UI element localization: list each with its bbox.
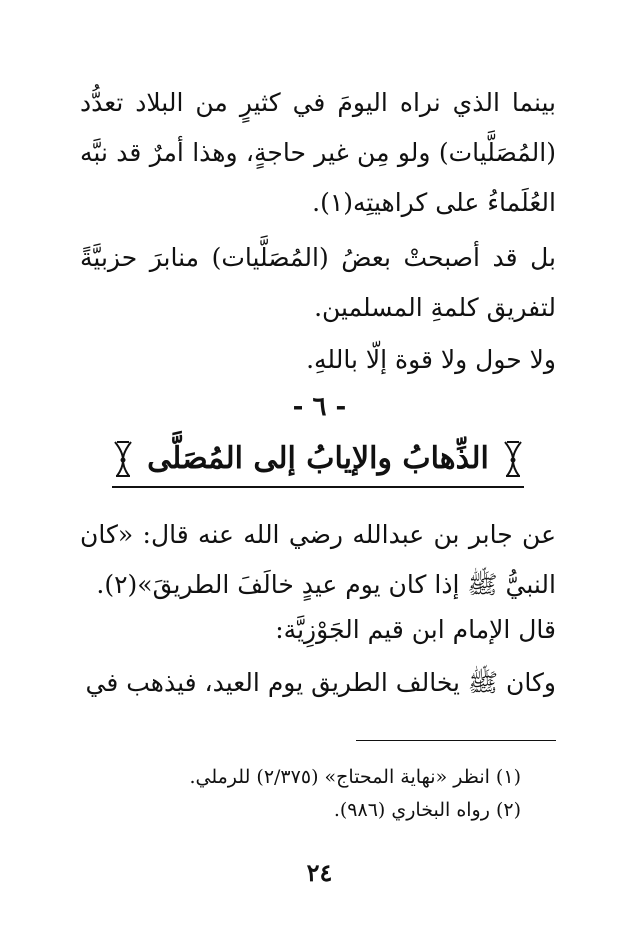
paragraph-6: وكان ﷺ يخالف الطريق يوم العيد، فيذهب في [85, 668, 556, 697]
chapter-heading [112, 432, 524, 488]
paragraph-5: قال الإمام ابن قيم الجَوْزِيَّة: [275, 615, 556, 644]
footnote-2: (٢) رواه البخاري (٩٨٦). [333, 799, 521, 821]
paragraph-2: بل قد أصبحتْ بعضُ (المُصَلَّيات) منابرَ حزبيَّةً لتفريق كلمةِ المسلمين. [80, 243, 556, 322]
chapter-number: - ٦ - [292, 392, 347, 422]
ornament-left-icon [112, 438, 134, 480]
ornament-right-icon [502, 438, 524, 480]
paragraph-3: ولا حول ولا قوة إلّا باللهِ. [306, 345, 556, 374]
paragraph-1: بينما الذي نراه اليومَ في كثيرٍ من البلاد تعدُّد (المُصَلَّيات) ولو مِن غير حاجةٍ، وهذا أمرٌ قد نبَّه العُلَماءُ على كراهيتِه(١). [80, 88, 556, 217]
footnote-1: (١) انظر «نهاية المحتاج» (٢/٣٧٥) للرملي. [189, 766, 521, 788]
page-number: ٢٤ [306, 858, 333, 887]
footnote-divider [356, 740, 556, 741]
chapter-title: الذِّهابُ والإيابُ إلى المُصَلَّى [147, 441, 489, 476]
paragraph-4: عن جابر بن عبدالله رضي الله عنه قال: «كان النبيُّ ﷺ إذا كان يوم عيدٍ خالَفَ الطريقَ»(٢). [80, 520, 556, 599]
